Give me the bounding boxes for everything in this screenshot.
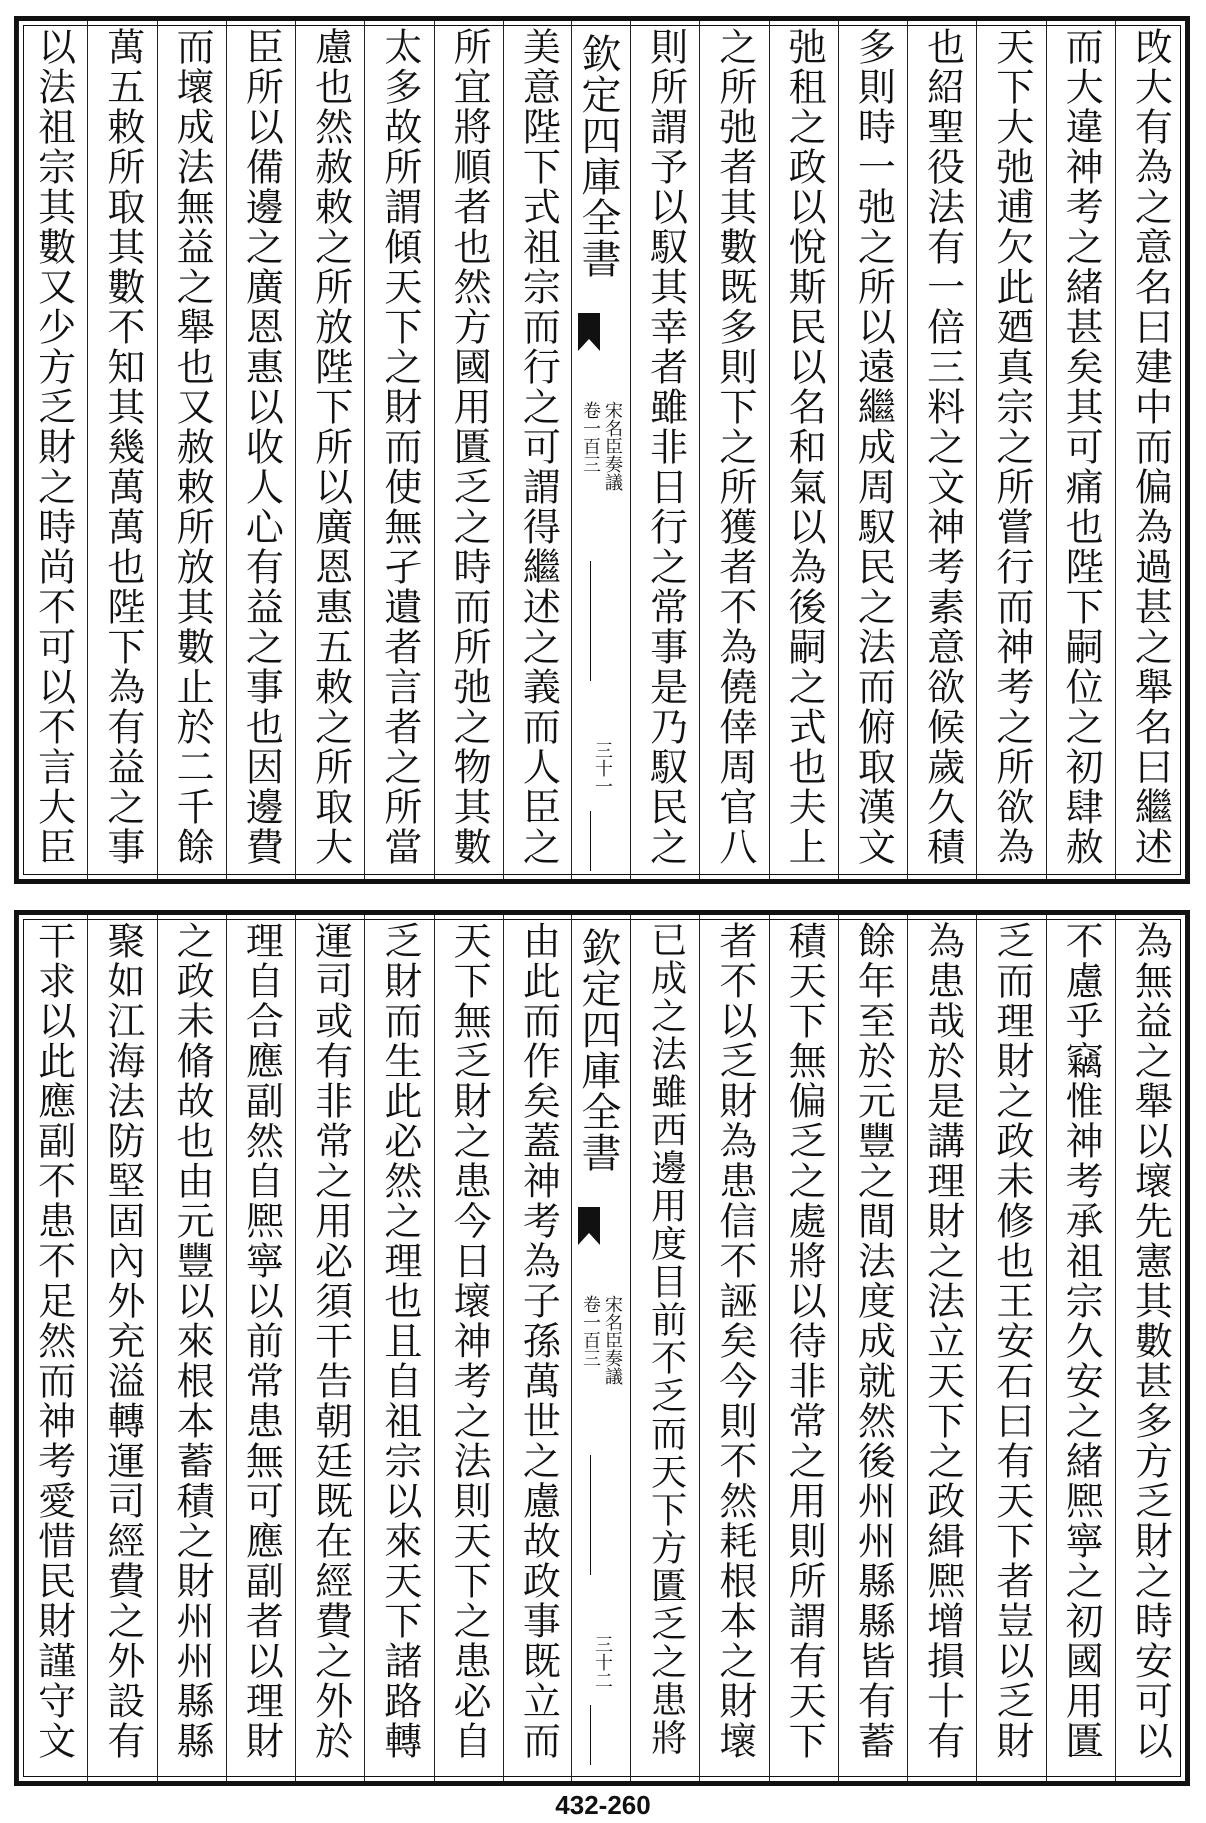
- column-text: 之所弛者其數既多則下之所獲者不為僥倖周官八: [712, 27, 757, 867]
- fold-banner: [571, 21, 631, 879]
- top-text-columns: [19, 21, 1185, 879]
- volume-label: 卷一百三: [580, 401, 601, 473]
- text-column: [976, 21, 1046, 879]
- leaf-number: 三十一: [592, 741, 613, 795]
- text-column: [630, 21, 700, 879]
- column-text: 弛租之政以悅斯民以名和氣以為後嗣之式也夫上: [782, 27, 827, 867]
- text-column: [364, 915, 434, 1781]
- book-title: 宋名臣奏議: [602, 1295, 623, 1385]
- banner-rule: [590, 1455, 591, 1575]
- text-column: [907, 915, 977, 1781]
- bottom-text-columns: [19, 915, 1185, 1781]
- text-column: [18, 21, 88, 879]
- column-text: 干求以此應副不患不足然而神考愛惜民財謹守文: [31, 921, 76, 1761]
- text-column: [630, 915, 700, 1781]
- column-text: 慮也然赦敕之所放陛下所以廣恩惠五敕之所取大: [308, 27, 353, 867]
- column-text: 已成之法雖西邊用度目前不乏而天下方匱乏之患將: [645, 921, 687, 1757]
- text-column: [1046, 21, 1116, 879]
- column-text: 天下無乏財之患今日壞神考之法則天下之患必自: [447, 921, 492, 1761]
- book-title: 宋名臣奏議: [602, 401, 623, 491]
- text-column: [699, 915, 769, 1781]
- column-text: 積天下無偏乏之處將以待非常之用則所謂有天下: [782, 921, 827, 1761]
- column-text: 運司或有非常之用必須干告朝廷既在經費之外於: [308, 921, 353, 1761]
- banner-rule: [590, 561, 591, 681]
- text-column: [503, 915, 573, 1781]
- text-column: [226, 915, 296, 1781]
- text-column: [838, 915, 908, 1781]
- column-text: 而大違神考之緒甚矣其可痛也陛下嗣位之初肆赦: [1059, 27, 1104, 867]
- text-column: [18, 915, 88, 1781]
- column-text: 太多故所謂傾天下之財而使無孑遺者言者之所當: [377, 27, 422, 867]
- text-column: [434, 21, 504, 879]
- column-text: 攺大有為之意名曰建中而偏為過甚之舉名曰繼述: [1128, 27, 1173, 867]
- column-text: 多則時一弛之所以遠繼成周馭民之法而俯取漢文: [851, 27, 896, 867]
- text-column: [976, 915, 1046, 1781]
- volume-label: 卷一百三: [580, 1295, 601, 1367]
- text-column: [157, 915, 227, 1781]
- text-column: [226, 21, 296, 879]
- text-column: [295, 21, 365, 879]
- fishtail-mark-icon: [578, 1207, 600, 1245]
- column-text: 美意陛下式祖宗而行之可謂得繼述之義而人臣之: [516, 27, 561, 867]
- fishtail-mark-icon: [578, 313, 600, 351]
- column-text: 而壞成法無益之舉也又赦敕所放其數止於二千餘: [170, 27, 215, 867]
- column-text: 所宜將順者也然方國用匱乏之時而所弛之物其數: [447, 27, 492, 867]
- text-column: [295, 915, 365, 1781]
- text-column: [1046, 915, 1116, 1781]
- text-column: [769, 21, 839, 879]
- column-text: 則所謂予以馭其幸者雖非日行之常事是乃馭民之: [643, 27, 688, 867]
- fold-banner: [571, 915, 631, 1781]
- column-text: 由此而作矣蓋神考為子孫萬世之慮故政事既立而: [516, 921, 561, 1761]
- text-column: [87, 915, 157, 1781]
- column-text: 餘年至於元豐之間法度成就然後州州縣縣皆有蓄: [851, 921, 896, 1761]
- bottom-page-panel: [14, 910, 1190, 1786]
- column-text: 之政未脩故也由元豐以來根本蓄積之財州州縣縣: [170, 921, 215, 1761]
- column-text: 為無益之舉以壞先憲其數甚多方乏財之時安可以: [1128, 921, 1173, 1761]
- text-column: [699, 21, 769, 879]
- text-column: [769, 915, 839, 1781]
- column-text: 聚如江海法防堅固內外充溢轉運司經費之外設有: [100, 921, 145, 1761]
- column-text: 也紹聖役法有一倍三料之文神考素意欲候歲久積: [920, 27, 965, 867]
- top-page-panel: [14, 16, 1190, 884]
- text-column: [157, 21, 227, 879]
- column-text: 乏財而生此必然之理也且自祖宗以來天下諸路轉: [377, 921, 422, 1761]
- column-text: 以法祖宗其數又少方乏財之時尚不可以不言大臣: [31, 27, 76, 867]
- collection-title: 欽定四庫全書: [575, 33, 621, 279]
- column-text: 乏而理財之政未修也王安石曰有天下者豈以乏財: [989, 921, 1034, 1761]
- text-column: [907, 21, 977, 879]
- text-column: [1115, 915, 1185, 1781]
- page-number: 432-260: [555, 1790, 651, 1820]
- column-text: 臣所以備邊之廣恩惠以收人心有益之事也因邊費: [239, 27, 284, 867]
- text-column: [434, 915, 504, 1781]
- text-column: [87, 21, 157, 879]
- text-column: [838, 21, 908, 879]
- banner-rule: [590, 811, 591, 871]
- column-text: 理自合應副然自熈寧以前常患無可應副者以理財: [239, 921, 284, 1761]
- column-text: 不慮乎竊惟神考承祖宗久安之緒熈寧之初國用匱: [1059, 921, 1104, 1761]
- banner-rule: [590, 1705, 591, 1765]
- column-text: 萬五敕所取其數不知其幾萬萬也陛下為有益之事: [100, 27, 145, 867]
- text-column: [1115, 21, 1185, 879]
- text-column: [503, 21, 573, 879]
- leaf-number: 三十二: [592, 1635, 613, 1689]
- column-text: 天下大弛逋欠此廼真宗之所嘗行而神考之所欲為: [989, 27, 1034, 867]
- collection-title: 欽定四庫全書: [575, 927, 621, 1173]
- column-text: 者不以乏財為患信不誣矣今則不然耗根本之財壞: [712, 921, 757, 1761]
- column-text: 為患哉於是講理財之法立天下之政緝熈增損十有: [920, 921, 965, 1761]
- text-column: [364, 21, 434, 879]
